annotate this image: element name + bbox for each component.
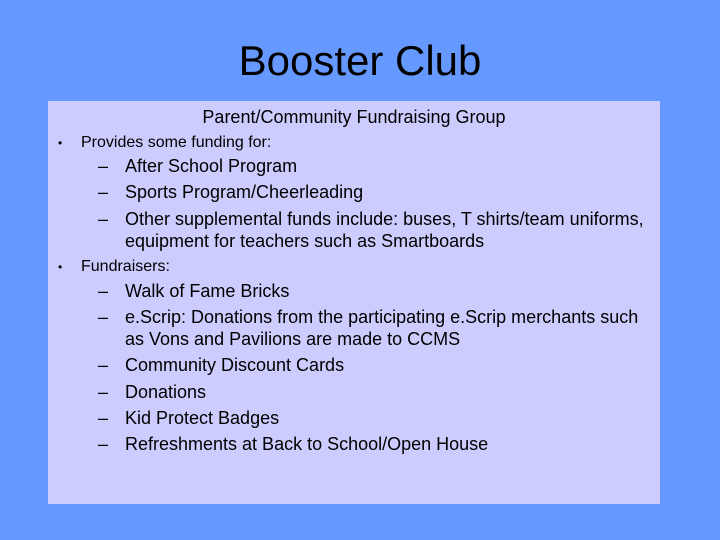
list-item-text: Kid Protect Badges	[125, 408, 280, 428]
list-item-text: Walk of Fame Bricks	[125, 281, 290, 301]
list-item	[98, 280, 645, 302]
dash-icon: –	[98, 156, 109, 176]
list-item	[98, 407, 645, 429]
list-item-text: After School Program	[125, 156, 298, 176]
list-item	[98, 306, 645, 350]
dash-icon: –	[98, 434, 109, 454]
list-item-text: Other supplemental funds include: buses, T shirts/team uniforms, equipment for teachers such as Smartboards	[125, 209, 644, 251]
list-item	[98, 381, 645, 403]
bullet-label: Fundraisers:	[81, 258, 170, 275]
dash-icon: –	[98, 355, 109, 375]
bullet-icon: •	[58, 136, 63, 150]
dash-icon: –	[98, 382, 109, 402]
slide-subtitle: Parent/Community Fundraising Group	[202, 107, 506, 127]
dash-icon: –	[98, 307, 109, 327]
list-item-text: Refreshments at Back to School/Open House	[125, 434, 489, 454]
bullet-fundraisers	[58, 257, 170, 277]
list-item-text: Sports Program/Cheerleading	[125, 182, 364, 202]
list-item	[98, 433, 645, 455]
list-item	[98, 155, 645, 177]
slide-title: Booster Club	[238, 37, 482, 84]
bullet-label: Provides some funding for:	[81, 134, 272, 151]
bullet-funding	[58, 133, 271, 153]
list-item-text: Donations	[125, 382, 207, 402]
list-item	[98, 354, 645, 376]
list-item-text: e.Scrip: Donations from the participating e.Scrip merchants such as Vons and Pavilions are made to CCMS	[125, 307, 639, 349]
content-panel	[48, 101, 660, 504]
list-item	[98, 181, 645, 203]
list-item	[98, 208, 645, 252]
list-item-text: Community Discount Cards	[125, 355, 345, 375]
dash-icon: –	[98, 281, 109, 301]
dash-icon: –	[98, 209, 109, 229]
dash-icon: –	[98, 408, 109, 428]
bullet-icon: •	[58, 260, 63, 274]
dash-icon: –	[98, 182, 109, 202]
